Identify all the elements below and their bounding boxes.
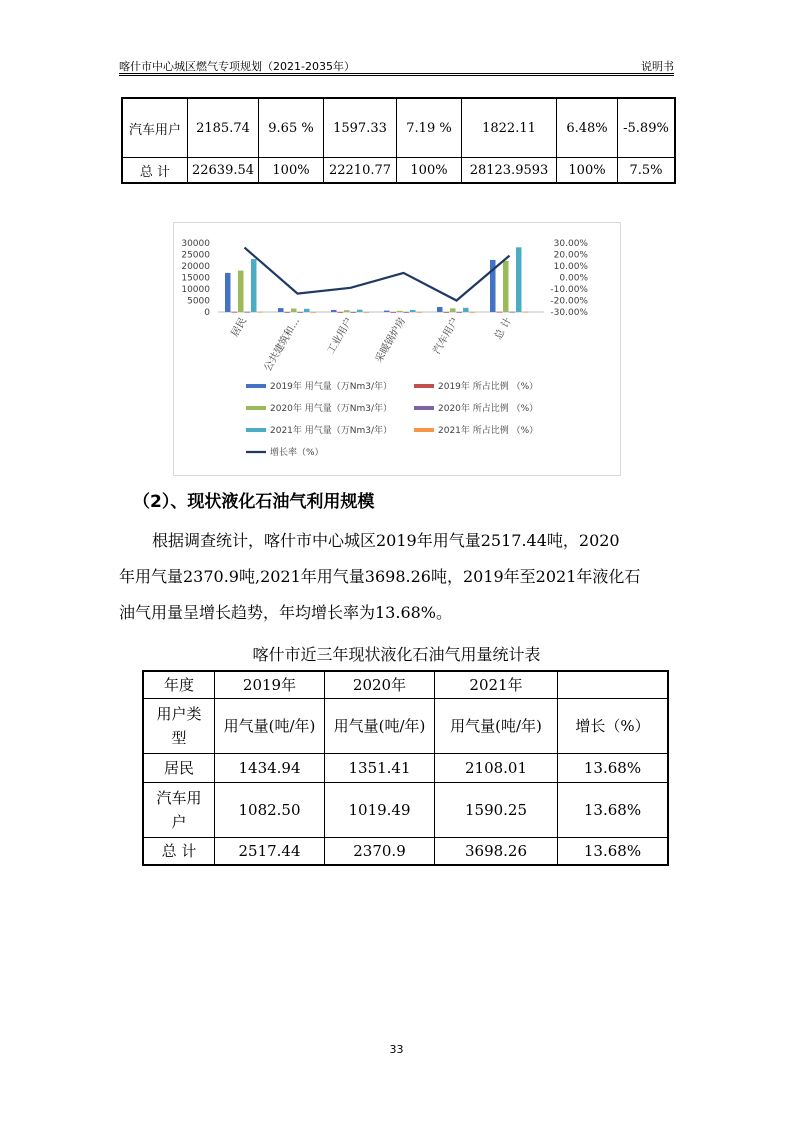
bar — [523, 312, 529, 313]
legend-label: 2020年 所占比例 （%） — [438, 404, 539, 414]
category-label: 采暖锅炉房 — [373, 316, 409, 365]
page-header — [119, 58, 674, 74]
table-cell: 9.65 % — [259, 98, 324, 158]
lpg-usage-table — [142, 670, 669, 866]
table-header-cell: 年度 — [143, 671, 215, 699]
bar — [444, 312, 450, 313]
bar — [331, 310, 337, 312]
bar — [232, 312, 238, 313]
legend-label: 2021年 用气量（万Nm3/年） — [270, 426, 393, 436]
header-rule — [119, 73, 674, 74]
table-cell: 1822.11 — [462, 98, 557, 158]
table-cell: 1434.94 — [215, 754, 325, 783]
bar — [285, 312, 291, 313]
bar — [397, 311, 403, 312]
table-cell: 2185.74 — [188, 98, 259, 158]
legend-swatch — [414, 384, 434, 388]
table-header-cell: 2021年 — [435, 671, 558, 699]
legend-label: 2019年 用气量（万Nm3/年） — [270, 382, 393, 392]
table-header-row — [143, 699, 668, 754]
table-caption: 喀什市近三年现状液化石油气用量统计表 — [252, 645, 541, 664]
table-header-cell: 用户类型 — [143, 699, 215, 754]
bar — [311, 312, 317, 313]
category-label: 公共建筑和… — [262, 316, 303, 374]
table-header-cell: 用气量(吨/年) — [435, 699, 558, 754]
bar — [470, 312, 476, 313]
bar — [258, 312, 264, 313]
right-axis-tick-label: 20.00% — [553, 250, 588, 261]
table-cell: 居民 — [143, 754, 215, 783]
table-header-row — [143, 671, 668, 699]
table-cell: 总 计 — [122, 158, 188, 184]
table-cell: 100% — [259, 158, 324, 184]
table-cell: 1019.49 — [325, 783, 435, 838]
bar — [291, 309, 297, 312]
left-axis-tick-label: 30000 — [181, 239, 210, 249]
bar — [304, 309, 310, 312]
bar — [384, 311, 390, 312]
bar — [437, 307, 443, 312]
section-paragraph — [119, 523, 679, 631]
legend-swatch — [246, 428, 266, 432]
right-axis-tick-label: -30.00% — [550, 308, 588, 318]
table-header-cell: 2020年 — [325, 671, 435, 699]
table-cell: 100% — [557, 158, 618, 184]
bar — [503, 261, 509, 312]
bar — [404, 312, 410, 313]
growth-rate-line — [245, 248, 510, 301]
bar — [516, 247, 522, 312]
table-cell: 22210.77 — [324, 158, 397, 184]
right-axis-tick-label: 10.00% — [553, 262, 588, 272]
paragraph-line: 油气用量呈增长趋势，年均增长率为13.68%。 — [119, 603, 453, 622]
left-axis-tick-label: 0 — [204, 308, 210, 318]
table-header-cell: 用气量(吨/年) — [325, 699, 435, 754]
legend-swatch — [246, 406, 266, 410]
bar — [457, 312, 463, 313]
table-cell: 28123.9593 — [462, 158, 557, 184]
bar — [338, 312, 344, 313]
category-label: 汽车用户 — [431, 316, 462, 357]
right-axis-tick-label: -10.00% — [550, 285, 588, 295]
bar — [357, 310, 363, 312]
bar — [364, 312, 370, 313]
paragraph-line: 根据调查统计，喀什市中心城区2019年用气量2517.44吨，2020 — [152, 531, 620, 550]
legend-label: 2021年 所占比例 （%） — [438, 426, 539, 436]
table-cell: 1082.50 — [215, 783, 325, 838]
category-label: 工业用户 — [325, 316, 356, 357]
bar — [225, 273, 231, 312]
header-doc-type: 说明书 — [641, 60, 674, 73]
table-header-cell: 增长（%） — [558, 699, 669, 754]
bar — [450, 308, 456, 312]
table-cell: 100% — [397, 158, 462, 184]
table-cell: 汽车用户 — [122, 98, 188, 158]
table-cell: 7.19 % — [397, 98, 462, 158]
table-cell: 总 计 — [143, 838, 215, 866]
table-cell: 6.48% — [557, 98, 618, 158]
chart-canvas — [174, 223, 620, 475]
table-cell: 1597.33 — [324, 98, 397, 158]
table-row — [122, 98, 675, 158]
right-axis-tick-label: 30.00% — [553, 239, 588, 249]
category-label: 总 计 — [492, 316, 515, 342]
legend-swatch — [246, 384, 266, 388]
bar — [344, 310, 350, 312]
table-row — [143, 838, 668, 866]
table-cell: 13.68% — [558, 838, 669, 866]
table-cell: 22639.54 — [188, 158, 259, 184]
table-cell: 1590.25 — [435, 783, 558, 838]
right-axis-tick-label: -20.00% — [550, 296, 588, 307]
table-cell: 2370.9 — [325, 838, 435, 866]
gas-usage-chart — [173, 222, 621, 476]
legend-swatch — [414, 406, 434, 410]
gas-usage-table-continued — [121, 97, 676, 184]
table-cell: 2517.44 — [215, 838, 325, 866]
table-row — [143, 754, 668, 783]
table-cell: 2108.01 — [435, 754, 558, 783]
bar — [245, 312, 251, 313]
left-axis-tick-label: 15000 — [181, 273, 210, 284]
left-axis-tick-label: 25000 — [181, 250, 210, 261]
page-number: 33 — [389, 1043, 404, 1056]
table-cell: 3698.26 — [435, 838, 558, 866]
header-rule-secondary — [119, 75, 674, 76]
table-cell: 7.5% — [618, 158, 676, 184]
table-header-cell: 2019年 — [215, 671, 325, 699]
left-axis-tick-label: 20000 — [181, 262, 210, 272]
section-title: （2）、现状液化石油气利用规模 — [133, 492, 375, 512]
paragraph-line: 年用气量2370.9吨,2021年用气量3698.26吨，2019年至2021年液化石 — [119, 567, 641, 586]
right-axis-tick-label: 0.00% — [559, 273, 588, 284]
bar — [251, 259, 257, 312]
table-cell: 13.68% — [558, 754, 669, 783]
table-header-cell — [558, 671, 669, 699]
bar — [497, 312, 503, 313]
table-cell: -5.89% — [618, 98, 676, 158]
header-title: 喀什市中心城区燃气专项规划（2021-2035年） — [119, 60, 355, 73]
legend-label: 增长率（%） — [270, 448, 324, 458]
table-row — [122, 158, 675, 184]
bar — [417, 312, 423, 313]
legend-label: 2020年 用气量（万Nm3/年） — [270, 404, 393, 414]
bar — [463, 308, 469, 312]
bar — [238, 271, 244, 312]
table-cell: 汽车用户 — [143, 783, 215, 838]
bar — [391, 312, 397, 313]
bar — [351, 312, 357, 313]
table-row — [143, 783, 668, 838]
legend-swatch — [414, 428, 434, 432]
table-header-cell: 用气量(吨/年) — [215, 699, 325, 754]
table-cell: 1351.41 — [325, 754, 435, 783]
left-axis-tick-label: 10000 — [181, 285, 210, 295]
left-axis-tick-label: 5000 — [187, 296, 210, 307]
bar — [298, 312, 304, 313]
bar — [410, 310, 416, 312]
legend-label: 2019年 所占比例 （%） — [438, 382, 539, 392]
bar — [510, 312, 516, 313]
table-cell: 13.68% — [558, 783, 669, 838]
category-label: 居民 — [229, 316, 250, 339]
bar — [278, 308, 284, 312]
